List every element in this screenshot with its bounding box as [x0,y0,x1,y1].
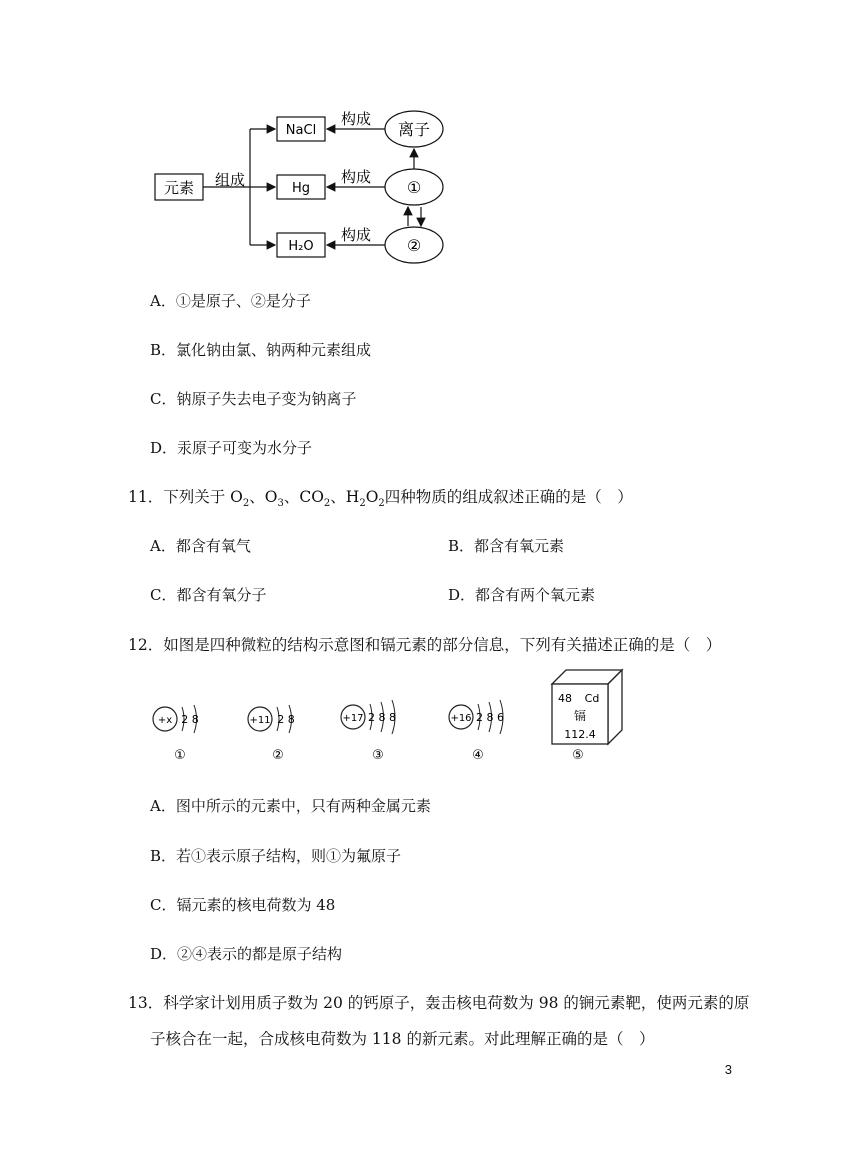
svg-text:2 8 6: 2 8 6 [476,711,504,724]
q12-stem: 12．如图是四种微粒的结构示意图和镉元素的部分信息，下列有关描述正确的是（ ） [128,636,722,654]
atom-diagram-3 [341,700,396,763]
composition-diagram [0,0,860,280]
q10-option-d: D．汞原子可变为水分子 [150,439,313,457]
nacl-label: NaCl [285,123,317,138]
svg-text:①: ① [174,748,186,763]
q13-stem-line1: 13．科学家计划用质子数为 20 的钙原子，轰击核电荷数为 98 的锎元素靶，使两元素的原 [128,994,750,1012]
constitute-label-2: 构成 [340,168,372,186]
page-number: 3 [724,1062,732,1077]
svg-text:+11: +11 [249,715,271,726]
svg-text:+17: +17 [342,713,364,724]
q11-stem: 11．下列关于 $O_2$、$O_3$、$CO_2$、$H_2O_2$四种物质的组成叙述正确的是（ ） [128,488,633,510]
h2o-label: H₂O [288,239,314,254]
svg-text:④: ④ [472,748,484,763]
svg-text:镉: 镉 [573,709,587,723]
element-label: 元素 [163,179,195,197]
ion-label: 离子 [397,120,431,139]
q11-option-b: B．都含有氧元素 [448,537,565,555]
q11-option-d: D．都含有两个氧元素 [448,586,596,604]
svg-text:48: 48 [558,692,572,705]
svg-text:②: ② [272,748,284,763]
atom-structures-figure [0,660,860,770]
svg-text:2 8 8: 2 8 8 [368,711,396,724]
q12-option-b: B．若①表示原子结构，则①为氟原子 [150,847,402,865]
constitute-label-1: 构成 [340,110,372,128]
svg-text:+16: +16 [450,713,472,724]
constitute-label-3: 构成 [340,226,372,244]
q11-option-c: C．都含有氧分子 [150,586,267,604]
compose-label: 组成 [214,171,246,189]
svg-text:Cd: Cd [584,692,600,705]
q12-option-c: C．镉元素的核电荷数为 48 [150,896,336,914]
q12-option-a: A．图中所示的元素中，只有两种金属元素 [150,797,431,815]
circle1-label: ① [406,178,422,197]
q10-option-a: A．①是原子、②是分子 [150,292,311,310]
svg-text:+x: +x [157,715,173,726]
atom-diagram-1 [153,705,199,763]
cadmium-element-card [552,670,622,763]
svg-text:③: ③ [372,748,384,763]
svg-text:2 8: 2 8 [277,713,295,726]
atom-diagram-2 [248,705,295,763]
svg-text:112.4: 112.4 [564,728,596,741]
q13-stem-line2: 子核合在一起，合成核电荷数为 118 的新元素。对此理解正确的是（ ） [150,1030,655,1048]
q11-option-a: A．都含有氧气 [150,537,251,555]
q12-option-d: D．②④表示的都是原子结构 [150,945,343,963]
hg-label: Hg [291,181,311,196]
atom-diagram-4 [449,700,504,763]
q10-option-b: B．氯化钠由氯、钠两种元素组成 [150,341,372,359]
svg-text:⑤: ⑤ [572,748,584,763]
circle2-label: ② [406,236,422,255]
svg-text:2 8: 2 8 [181,713,199,726]
q10-option-c: C．钠原子失去电子变为钠离子 [150,390,357,408]
